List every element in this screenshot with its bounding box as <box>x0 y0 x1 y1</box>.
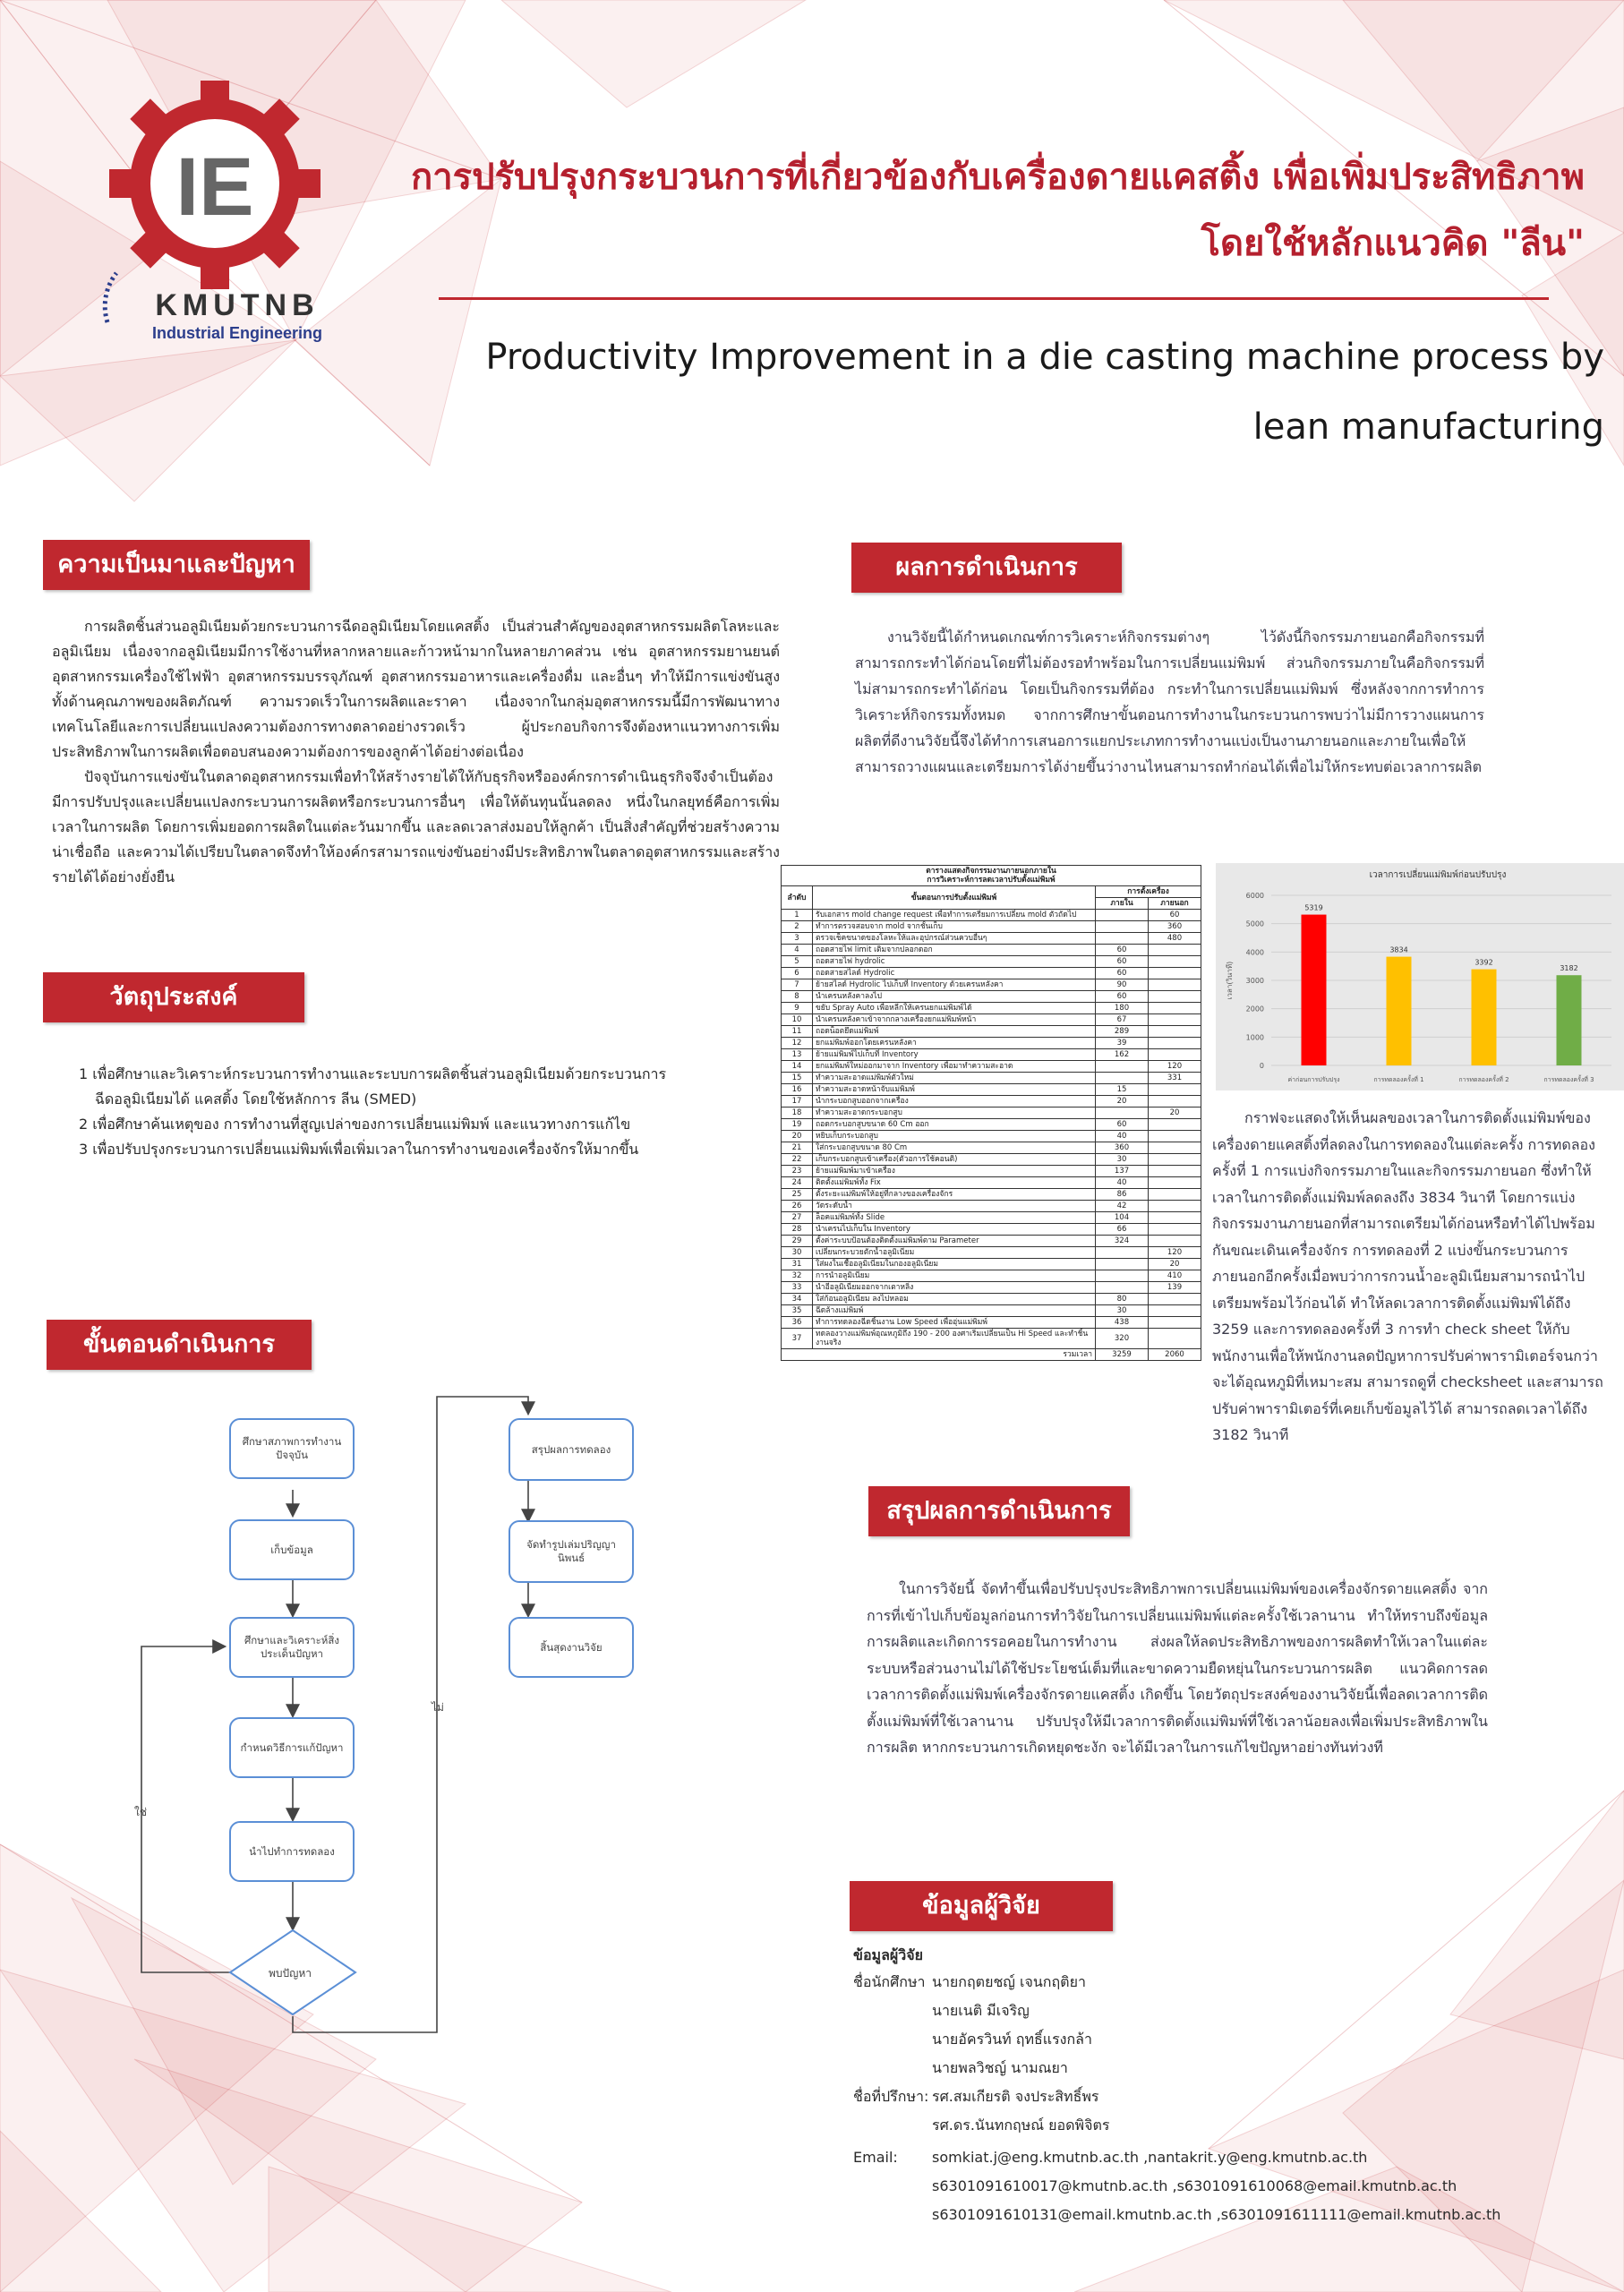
section-header-procedure: ขั้นตอนดำเนินการ <box>47 1320 312 1370</box>
table-cell-no: 20 <box>782 1131 813 1142</box>
chart-y-axis-label: เวลา(วินาที) <box>1226 961 1234 1000</box>
section-header-background: ความเป็นมาและปัญหา <box>43 540 310 590</box>
section-header-objective: วัตถุประสงค์ <box>43 972 304 1022</box>
table-cell-step: ใส่กระบอกสูบขนาด 80 Cm <box>813 1142 1096 1154</box>
table-cell-step: ทำความสะอาดกระบอกสูบ <box>813 1108 1096 1119</box>
table-row <box>782 979 1201 991</box>
english-title-line-1: Productivity Improvement in a die casting machine process by <box>485 337 1604 378</box>
table-cell-external: 331 <box>1149 1073 1201 1084</box>
table-row <box>782 1201 1201 1212</box>
email-line[interactable]: s6301091610131@email.kmutnb.ac.th ,s6301091611111@email.kmutnb.ac.th <box>932 2206 1501 2223</box>
table-cell-external <box>1149 1294 1201 1305</box>
advisor-name: รศ.สมเกียรติ จงประสิทธิ์พร <box>932 2088 1099 2105</box>
table-cell-external <box>1149 1212 1201 1224</box>
table-cell-internal: 20 <box>1096 1096 1149 1108</box>
table-cell-internal: 162 <box>1096 1049 1149 1061</box>
table-cell-no: 31 <box>782 1259 813 1270</box>
table-cell-external: 360 <box>1149 921 1201 933</box>
student-name: นายเนติ มีเจริญ <box>932 2002 1030 2019</box>
table-cell-external <box>1149 1084 1201 1096</box>
table-body <box>782 910 1201 1349</box>
table-cell-no: 5 <box>782 956 813 968</box>
table-row <box>782 945 1201 956</box>
table-cell-no: 19 <box>782 1119 813 1131</box>
flow-step-box: จัดทำรูปเล่มปริญญานิพนธ์ <box>509 1520 634 1583</box>
table-row <box>782 1014 1201 1026</box>
chart-bar <box>1302 915 1327 1065</box>
table-cell-no: 26 <box>782 1201 813 1212</box>
table-row <box>782 1177 1201 1189</box>
table-cell-external <box>1149 968 1201 979</box>
table-cell-step: นำกระบอกสูบออกจากเครื่อง <box>813 1096 1096 1108</box>
conclusion-text <box>867 1576 1488 1761</box>
table-cell-step: ทำการทดลองฉีดชิ้นงาน Low Speed เพื่ออุ่นแม่พิมพ์ <box>813 1317 1096 1329</box>
table-row <box>782 1212 1201 1224</box>
table-total-label: รวมเวลา <box>782 1349 1096 1361</box>
chart-y-tick-label: 6000 <box>1245 892 1264 900</box>
flow-step-box: สิ้นสุดงานวิจัย <box>509 1617 634 1678</box>
results-paragraph: งานวิจัยนี้ได้กำหนดเกณฑ์การวิเคราะห์กิจกรรมต่างๆ ไว้ดังนี้กิจกรรมภายนอกคือกิจกรรมที่สามารถกระทำได้ก่อนโดยที่ไม่ต้องรอทำพร้อมในการเปลี่ยนแม่พิมพ์ ส่วนกิจกรรมภายในคือกิจกรรมที่ไม่สามารถกระทำได้ก่อน โดยเป็นกิจกรรมที่ต้อง กระทำในการเปลี่ยนแม่พิมพ์ ซึ่งหลังจากการทำการวิเคราะห์กิจกรรมทั้งหมด จากการศึกษาขั้นตอนการทำงานในกระบวนการพบว่าไม่มีการวางแผนการผลิตที่ดีงานวิจัยนี้จึงได้ทำการเสนอการแยกประเภทการทำงานแบ่งเป็นงานภายนอกและภายในเพื่อให้สามารถวางแผนและเตรียมการได้ง่ายขึ้นว่างานไหนสามารถทำก่อนได้เพื่อไม่ให้กระทบต่อเวลาการผลิต <box>855 629 1484 775</box>
table-header-group: การตั้งเครื่อง <box>1096 886 1201 898</box>
table-cell-external <box>1149 1154 1201 1166</box>
title-divider <box>439 297 1549 300</box>
chart-bar <box>1472 970 1497 1065</box>
background-paragraph-2: ปัจจุบันการแข่งขันในตลาดอุตสาหกรรมเพื่อทำให้สร้างรายได้ให้กับธุรกิจหรือองค์กรการดำเนินธุรกิจจึงจำเป็นต้องมีการปรับปรุงและเปลี่ยนแปลงกระบวนการผลิตหรือกระบวนการอื่นๆ เพื่อให้ต้นทุนนั้นลดลง หนึ่งในกลยุทธ์คือการเพิ่มเวลาในการผลิต โดยการเพิ่มยอดการผลิตในแต่ละวันมากขึ้น และลดเวลาส่งมอบให้ลูกค้า เป็นสิ่งสำคัญที่ช่วยสร้างความน่าเชื่อถือ และความได้เปรียบในตลาดจึงทำให้องค์กรสามารถแข่งขันอย่างมีประสิทธิภาพในตลาดอุตสาหกรรมและสร้างรายได้ได้อย่างยั่งยืน <box>52 768 780 885</box>
table-cell-step: ยกแม่พิมพ์ใหม่ออกมาจาก Inventory เพื่อมาทำความสะอาด <box>813 1061 1096 1073</box>
table-cell-external <box>1149 1003 1201 1014</box>
chart-title: เวลาการเปลี่ยนแม่พิมพ์ก่อนปรับปรุง <box>1369 870 1507 880</box>
chart-bar <box>1557 975 1582 1065</box>
conclusion-paragraph: ในการวิจัยนี้ จัดทำขึ้นเพื่อปรับปรุงประสิทธิภาพการเปลี่ยนแม่พิมพ์ของเครื่องจักรดายแคสติ้ง จากการที่เข้าไปเก็บข้อมูลก่อนการทำวิจัยในการเปลี่ยนแม่พิมพ์แต่ละครั้งใช้เวลานาน ทำให้ทราบถึงข้อมูลการผลิตและเกิดการรอคอยในการทำงาน ส่งผลให้ลดประสิทธิภาพของการผลิตทำให้เวลาในแต่ละระบบหรือส่วนงานไม่ได้ใช้ประโยชน์เต็มที่และขาดความยืดหยุ่นในกระบวนการผลิต แนวคิดการลดเวลาการติดตั้งแม่พิมพ์เครื่องจักรดายแคสติ้ง เกิดขึ้น โดยวัตถุประสงค์ของงานวิจัยนี้เพื่อลดเวลาการติดตั้งแม่พิมพ์ที่ใช้เวลานาน ปรับปรุงให้มีเวลาการติดตั้งแม่พิมพ์ที่ใช้เวลาน้อยลงเพื่อเพิ่มประสิทธิภาพในการผลิต หากกระบวนการเกิดหยุดชะงัก จะได้มีเวลาในการแก้ไขปัญหาอย่างทันท่วงที <box>867 1580 1488 1756</box>
table-cell-no: 6 <box>782 968 813 979</box>
table-cell-no: 14 <box>782 1061 813 1073</box>
table-cell-no: 12 <box>782 1038 813 1049</box>
table-cell-internal: 320 <box>1096 1329 1149 1349</box>
table-row <box>782 1096 1201 1108</box>
changeover-time-chart <box>1216 863 1624 1090</box>
students-label: ชื่อนักศึกษา <box>853 1973 926 1990</box>
table-cell-internal <box>1096 1061 1149 1073</box>
table-row <box>782 1154 1201 1166</box>
table-row <box>782 1108 1201 1119</box>
table-cell-no: 35 <box>782 1305 813 1317</box>
table-cell-external <box>1149 991 1201 1003</box>
table-cell-internal <box>1096 1247 1149 1259</box>
flow-no-label: ไม่ <box>432 1701 444 1714</box>
chart-x-tick-label: ค่าก่อนการปรับปรุง <box>1287 1076 1340 1083</box>
table-cell-step: การนำอลูมิเนียม <box>813 1270 1096 1282</box>
table-cell-internal: 324 <box>1096 1236 1149 1247</box>
table-cell-no: 23 <box>782 1166 813 1177</box>
table-cell-step: นำเครนหลังคาลงไป <box>813 991 1096 1003</box>
table-row <box>782 1073 1201 1084</box>
table-cell-no: 1 <box>782 910 813 921</box>
table-row <box>782 1119 1201 1131</box>
table-cell-internal: 360 <box>1096 1142 1149 1154</box>
table-cell-external: 139 <box>1149 1282 1201 1294</box>
section-header-conclusion: สรุปผลการดำเนินการ <box>868 1486 1130 1536</box>
table-cell-step: ทำการตรวจสอบจาก mold จากชั้นเก็บ <box>813 921 1096 933</box>
table-cell-external <box>1149 1119 1201 1131</box>
gear-logo-icon <box>81 81 349 349</box>
table-cell-step: ตรวจเช็คขนาดของโลหะให้และอุปกรณ์ส่วนควบอื่นๆ <box>813 933 1096 945</box>
chart-x-tick-label: การทดลองครั้งที่ 3 <box>1543 1076 1594 1083</box>
table-cell-external <box>1149 1177 1201 1189</box>
table-cell-external: 480 <box>1149 933 1201 945</box>
table-cell-external <box>1149 1317 1201 1329</box>
table-cell-internal: 15 <box>1096 1084 1149 1096</box>
chart-data-label: 3182 <box>1560 964 1578 973</box>
table-cell-no: 13 <box>782 1049 813 1061</box>
chart-y-tick-label: 2000 <box>1245 1005 1264 1013</box>
table-cell-internal: 289 <box>1096 1026 1149 1038</box>
logo-letters: IE <box>175 141 254 233</box>
objectives-list <box>63 1062 680 1162</box>
table-cell-external <box>1149 1201 1201 1212</box>
table-cell-internal: 60 <box>1096 1119 1149 1131</box>
table-cell-step: วัดระดับน้ำ <box>813 1201 1096 1212</box>
table-cell-internal <box>1096 1259 1149 1270</box>
table-cell-internal: 60 <box>1096 991 1149 1003</box>
table-row <box>782 956 1201 968</box>
table-cell-no: 9 <box>782 1003 813 1014</box>
table-cell-step: ขยับ Spray Auto เพื่อหลีกให้เครนยกแม่พิมพ์ได้ <box>813 1003 1096 1014</box>
table-cell-step: เปลี่ยนกระบวยตักน้ำอลูมิเนียม <box>813 1247 1096 1259</box>
table-cell-step: ล็อคแม่พิมพ์ทั้ง Slide <box>813 1212 1096 1224</box>
table-cell-step: ถอดน็อตยึดแม่พิมพ์ <box>813 1026 1096 1038</box>
flow-step-box: ศึกษาสภาพการทำงานปัจจุบัน <box>229 1418 355 1479</box>
table-row <box>782 933 1201 945</box>
table-cell-no: 34 <box>782 1294 813 1305</box>
table-cell-step: ทำความสะอาดแม่พิมพ์ตัวใหม่ <box>813 1073 1096 1084</box>
advisor-name: รศ.ดร.นันทกฤษณ์ ยอดพิจิตร <box>932 2117 1110 2134</box>
table-row <box>782 991 1201 1003</box>
researcher-info <box>853 1943 1569 2229</box>
table-cell-external <box>1149 1038 1201 1049</box>
table-cell-external: 120 <box>1149 1061 1201 1073</box>
table-cell-internal <box>1096 1108 1149 1119</box>
graph-paragraph: กราฟจะแสดงให้เห็นผลของเวลาในการติดตั้งแม่พิมพ์ของเครื่องดายแคสติ้งที่ลดลงในการทดลองในแต่ละครั้ง การทดลองครั้งที่ 1 การแบ่งกิจกรรมภายในและกิจกรรมภายนอก ซึ่งทำให้เวลาในการติดตั้งแม่พิมพ์ลดลงถึง 3834 วินาที โดยการแบ่งกิจกรรมงานภายนอกที่สามารถเตรียมได้ก่อนหรือทำได้ไปพร้อมกันขณะเดินเครื่องจักร การทดลองที่ 2 แบ่งขั้นกระบวนการภายนอกอีกครั้งเมื่อพบว่าการกวนน้ำอะลูมิเนียมสามารถนำไปเตรียมพร้อมไว้ก่อนได้ ทำให้ลดเวลาการติดตั้งแม่พิมพ์ได้ถึง 3259 และการทดลองครั้งที่ 3 การทำ check sheet ให้กับพนักงานเพื่อให้พนักงานลดปัญหาการปรับค่าพารามิเตอร์จนกว่าจะได้อุณหภูมิที่เหมาะสม สามารถดูที่ checksheet และสามารถปรับค่าพารามิเตอร์ที่เคยเก็บข้อมูลไว้ได้ สามารถลดเวลาได้ถึง 3182 วินาที <box>1212 1109 1603 1443</box>
objective-item: 3 เพื่อปรับปรุงกระบวนการเปลี่ยนแม่พิมพ์เพื่อเพิ่มเวลาในการทำงานของเครื่องจักรให้มากขึ้น <box>79 1141 639 1158</box>
table-cell-external <box>1149 1014 1201 1026</box>
table-title-line: ตารางแสดงกิจกรรมงานภายนอกภายใน <box>926 867 1056 876</box>
section-header-researcher: ข้อมูลผู้วิจัย <box>850 1881 1113 1931</box>
flow-step-box: เก็บข้อมูล <box>229 1519 355 1580</box>
table-row <box>782 1247 1201 1259</box>
table-cell-external <box>1149 1236 1201 1247</box>
table-cell-external <box>1149 1096 1201 1108</box>
table-row <box>782 921 1201 933</box>
email-line[interactable]: s6301091610017@kmutnb.ac.th ,s6301091610068@email.kmutnb.ac.th <box>932 2177 1457 2194</box>
objective-item: 1 เพื่อศึกษาและวิเคราะห์กระบวนการทำงานและระบบการผลิตชิ้นส่วนอลูมิเนียมด้วยกระบวนการฉีดอลูมิเนียมได้ แคสติ้ง โดยใช้หลักการ ลีน (SMED) <box>79 1065 667 1108</box>
table-cell-step: ตั้งระยะแม่พิมพ์ให้อยู่ที่กลางของเครื่องจักร <box>813 1189 1096 1201</box>
table-row <box>782 1003 1201 1014</box>
table-cell-external <box>1149 956 1201 968</box>
table-cell-no: 36 <box>782 1317 813 1329</box>
chart-y-tick-label: 1000 <box>1245 1033 1264 1042</box>
table-row <box>782 1049 1201 1061</box>
student-name: นายอัครวินท์ ฤทธิ์แรงกล้า <box>932 2031 1092 2048</box>
table-cell-step: ถอดสายสไลด์ Hydrolic <box>813 968 1096 979</box>
table-cell-no: 3 <box>782 933 813 945</box>
background-paragraph-1: การผลิตชิ้นส่วนอลูมิเนียมด้วยกระบวนการฉีดอลูมิเนียมโดยแคสติ้ง เป็นส่วนสำคัญของอุตสาหกรรมผลิตโลหะและอลูมิเนียม เนื่องจากอลูมิเนียมมีการใช้งานที่หลากหลายและก้าวหน้ามากในหลายภาคส่วน เช่น อุตสาหกรรมยานยนต์ อุตสาหกรรมเครื่องใช้ไฟฟ้า อุตสาหกรรมบรรจุภัณฑ์ อุตสาหกรรมอาหารและเครื่องดื่ม และอื่นๆ ทำให้มีการแข่งขันสูง ทั้งด้านคุณภาพของผลิตภัณฑ์ ความรวดเร็วในการผลิตและราคา เนื่องจากในกลุ่มอุตสาหกรรมนี้มีการพัฒนาทางเทคโนโลยีและการเปลี่ยนแปลงความต้องการทางตลาดอย่างรวดเร็ว ผู้ประกอบกิจการจึงต้องหาแนวทางการเพิ่มประสิทธิภาพในการผลิตเพื่อตอบสนองความต้องการของลูกค้าได้อย่างต่อเนื่อง <box>52 618 780 760</box>
table-cell-external: 410 <box>1149 1270 1201 1282</box>
table-row <box>782 1305 1201 1317</box>
table-cell-external <box>1149 1189 1201 1201</box>
table-cell-external <box>1149 1142 1201 1154</box>
chart-data-label: 3392 <box>1474 958 1493 967</box>
table-row <box>782 1142 1201 1154</box>
table-cell-external <box>1149 945 1201 956</box>
table-cell-internal: 137 <box>1096 1166 1149 1177</box>
table-cell-step: ยกแม่พิมพ์ออกโดยเครนหลังคา <box>813 1038 1096 1049</box>
table-cell-internal <box>1096 910 1149 921</box>
researcher-heading: ข้อมูลผู้วิจัย <box>853 1946 924 1963</box>
chart-y-tick-label: 0 <box>1259 1062 1264 1070</box>
table-cell-step: ทำความสะอาดหน้าจับแม่พิมพ์ <box>813 1084 1096 1096</box>
table-cell-step: ย้ายสไลด์ Hydrolic ไปเก็บที่ Inventory ด้วยเครนหลังคา <box>813 979 1096 991</box>
flowchart-connectors <box>116 1388 654 2050</box>
table-cell-no: 25 <box>782 1189 813 1201</box>
flow-step-box: กำหนดวิธีการแก้ปัญหา <box>229 1717 355 1778</box>
table-cell-no: 11 <box>782 1026 813 1038</box>
table-cell-no: 30 <box>782 1247 813 1259</box>
flow-step-box: ศึกษาและวิเคราะห์สิ่งประเด็นปัญหา <box>229 1617 355 1678</box>
logo-dept: Industrial Engineering <box>151 324 323 342</box>
table-cell-step: ทดลองวางแม่พิมพ์อุณหภูมิถึง 190 - 200 องศาเริ่มเปลี่ยนเป็น Hi Speed และทำชิ้นงานจริง <box>813 1329 1096 1349</box>
table-cell-external <box>1149 1131 1201 1142</box>
table-cell-no: 8 <box>782 991 813 1003</box>
table-cell-internal: 60 <box>1096 968 1149 979</box>
chart-y-tick-label: 3000 <box>1245 977 1264 985</box>
table-row <box>782 1189 1201 1201</box>
table-cell-internal: 39 <box>1096 1038 1149 1049</box>
student-name: นายพลวิชญ์ นามณยา <box>932 2059 1068 2076</box>
table-cell-no: 22 <box>782 1154 813 1166</box>
table-cell-no: 17 <box>782 1096 813 1108</box>
table-cell-internal: 180 <box>1096 1003 1149 1014</box>
table-cell-step: ย้ายแม่พิมพ์ไปเก็บที่ Inventory <box>813 1049 1096 1061</box>
table-cell-no: 21 <box>782 1142 813 1154</box>
table-cell-internal: 60 <box>1096 945 1149 956</box>
table-row <box>782 1038 1201 1049</box>
thai-title-line-2: โดยใช้หลักแนวคิด "ลีน" <box>1201 223 1585 264</box>
table-cell-external: 60 <box>1149 910 1201 921</box>
table-cell-external <box>1149 1224 1201 1236</box>
table-cell-no: 10 <box>782 1014 813 1026</box>
table-total-external: 2060 <box>1149 1349 1201 1361</box>
email-label: Email: <box>853 2149 898 2166</box>
table-cell-step: รับเอกสาร mold change request เพื่อทำการเตรียมการเปลี่ยน mold ตัวถัดไป <box>813 910 1096 921</box>
table-cell-internal <box>1096 1270 1149 1282</box>
table-row <box>782 1084 1201 1096</box>
english-title-line-2: lean manufacturing <box>1252 406 1604 448</box>
activity-table <box>781 865 1201 1361</box>
table-cell-internal: 90 <box>1096 979 1149 991</box>
table-cell-internal <box>1096 1073 1149 1084</box>
chart-data-label: 5319 <box>1304 903 1323 912</box>
table-cell-internal: 104 <box>1096 1212 1149 1224</box>
advisor-label: ชื่อที่ปรึกษา: <box>853 2088 929 2105</box>
table-cell-internal: 80 <box>1096 1294 1149 1305</box>
table-cell-no: 32 <box>782 1270 813 1282</box>
table-cell-no: 27 <box>782 1212 813 1224</box>
table-cell-no: 28 <box>782 1224 813 1236</box>
table-cell-no: 2 <box>782 921 813 933</box>
table-cell-external <box>1149 1166 1201 1177</box>
table-cell-step: ใส่ก้อนอลูมิเนียม ลงไปหลอม <box>813 1294 1096 1305</box>
table-row <box>782 910 1201 921</box>
table-header-external: ภายนอก <box>1149 898 1201 910</box>
table-cell-step: หยิบเก็บกระบอกสูบ <box>813 1131 1096 1142</box>
table-cell-no: 16 <box>782 1084 813 1096</box>
kmutnb-ie-logo <box>81 81 349 349</box>
table-row <box>782 1224 1201 1236</box>
flow-yes-label: ใช่ <box>134 1806 148 1818</box>
table-cell-no: 7 <box>782 979 813 991</box>
table-cell-external: 20 <box>1149 1259 1201 1270</box>
table-row <box>782 1317 1201 1329</box>
table-row <box>782 1329 1201 1349</box>
table-row <box>782 1236 1201 1247</box>
flow-step-box: สรุปผลการทดลอง <box>509 1418 634 1481</box>
table-title <box>782 866 1201 886</box>
table-header-no: ลำดับ <box>782 886 813 910</box>
thai-title-line-1: การปรับปรุงกระบวนการที่เกี่ยวข้องกับเครื่องดายแคสติ้ง เพื่อเพิ่มประสิทธิภาพ <box>411 157 1585 198</box>
table-total-internal: 3259 <box>1096 1349 1149 1361</box>
table-header-internal: ภายใน <box>1096 898 1149 910</box>
chart-y-tick-label: 4000 <box>1245 948 1264 957</box>
table-header-step: ขั้นตอนการปรับตั้งแม่พิมพ์ <box>813 886 1096 910</box>
graph-explanation <box>1212 1105 1611 1449</box>
section-header-results: ผลการดำเนินการ <box>851 543 1122 593</box>
table-row <box>782 1270 1201 1282</box>
table-row <box>782 1282 1201 1294</box>
chart-y-tick-label: 5000 <box>1245 919 1264 928</box>
table-cell-no: 29 <box>782 1236 813 1247</box>
table-cell-step: นำอีอลูมิเนียมออกจากเตาหลิ่ง <box>813 1282 1096 1294</box>
table-cell-step: ย้ายแม่พิมพ์มาเข้าเครื่อง <box>813 1166 1096 1177</box>
table-row <box>782 1026 1201 1038</box>
table-cell-internal <box>1096 921 1149 933</box>
table-cell-external <box>1149 979 1201 991</box>
table-cell-no: 24 <box>782 1177 813 1189</box>
table-row <box>782 1061 1201 1073</box>
table-cell-internal <box>1096 933 1149 945</box>
table-cell-step: ฉีดล้างแม่พิมพ์ <box>813 1305 1096 1317</box>
table-cell-internal: 86 <box>1096 1189 1149 1201</box>
table-cell-internal: 438 <box>1096 1317 1149 1329</box>
table-cell-internal: 30 <box>1096 1305 1149 1317</box>
table-row <box>782 968 1201 979</box>
flow-decision-label: พบปัญหา <box>269 1967 312 1980</box>
logo-org: KMUTNB <box>155 288 320 322</box>
table-cell-external: 120 <box>1149 1247 1201 1259</box>
table-cell-step: ตั้งค่าระบบป้อนต้องติดตั้งแม่พิมพ์ตาม Parameter <box>813 1236 1096 1247</box>
table-row <box>782 1259 1201 1270</box>
table-cell-step: ใส่ผงในเชื้ออลูมิเนียมในกองอลูมิเนียม <box>813 1259 1096 1270</box>
table-cell-external: 20 <box>1149 1108 1201 1119</box>
chart-bar <box>1387 957 1412 1065</box>
email-line[interactable]: somkiat.j@eng.kmutnb.ac.th ,nantakrit.y@eng.kmutnb.ac.th <box>932 2149 1368 2166</box>
table-cell-no: 37 <box>782 1329 813 1349</box>
table-cell-step: ติดตั้งแม่พิมพ์ทั้ง Fix <box>813 1177 1096 1189</box>
table-cell-internal: 42 <box>1096 1201 1149 1212</box>
table-cell-internal: 67 <box>1096 1014 1149 1026</box>
table-title-line: การวิเคราะห์การลดเวลาปรับตั้งแม่พิมพ์ <box>927 876 1056 885</box>
table-cell-internal: 60 <box>1096 956 1149 968</box>
table-cell-external <box>1149 1026 1201 1038</box>
table-row <box>782 1294 1201 1305</box>
background-text <box>52 614 780 890</box>
chart-x-tick-label: การทดลองครั้งที่ 1 <box>1373 1076 1424 1083</box>
chart-data-label: 3834 <box>1389 945 1408 954</box>
table-row <box>782 1166 1201 1177</box>
table-cell-step: ถอดกระบอกสูบขนาด 60 Cm ออก <box>813 1119 1096 1131</box>
table-cell-internal <box>1096 1282 1149 1294</box>
table-row <box>782 1131 1201 1142</box>
table-cell-step: นำเครนไปเก็บใน Inventory <box>813 1224 1096 1236</box>
chart-svg <box>1216 863 1624 1090</box>
table-cell-internal: 30 <box>1096 1154 1149 1166</box>
table-cell-external <box>1149 1329 1201 1349</box>
student-name: นายกฤตยชญ์ เจนกฤติยา <box>932 1973 1086 1990</box>
table-cell-step: เก็บกระบอกสูบเข้าเครื่อง(ตัวอการใช้คอนติ) <box>813 1154 1096 1166</box>
table-cell-no: 33 <box>782 1282 813 1294</box>
objective-item: 2 เพื่อศึกษาค้นเหตุของ การทำงานที่สูญเปล่าของการเปลี่ยนแม่พิมพ์ และแนวทางการแก้ไข <box>79 1116 631 1133</box>
table-cell-internal: 66 <box>1096 1224 1149 1236</box>
flow-step-box: นำไปทำการทดลอง <box>229 1821 355 1882</box>
table-cell-external <box>1149 1049 1201 1061</box>
table-cell-step: นำเครนหลังคาเข้าจากกลางเครื่องยกแม่พิมพ์หน้า <box>813 1014 1096 1026</box>
table-cell-no: 15 <box>782 1073 813 1084</box>
chart-x-tick-label: การทดลองครั้งที่ 2 <box>1458 1076 1509 1083</box>
results-text <box>855 624 1484 780</box>
table-cell-external <box>1149 1305 1201 1317</box>
table-cell-no: 4 <box>782 945 813 956</box>
table-cell-internal: 40 <box>1096 1131 1149 1142</box>
table-cell-no: 18 <box>782 1108 813 1119</box>
table-cell-step: ถอดสายไฟ limit เติมจากปลอกดอก <box>813 945 1096 956</box>
table-cell-step: ถอดสายไฟ hydrolic <box>813 956 1096 968</box>
table-cell-internal: 40 <box>1096 1177 1149 1189</box>
